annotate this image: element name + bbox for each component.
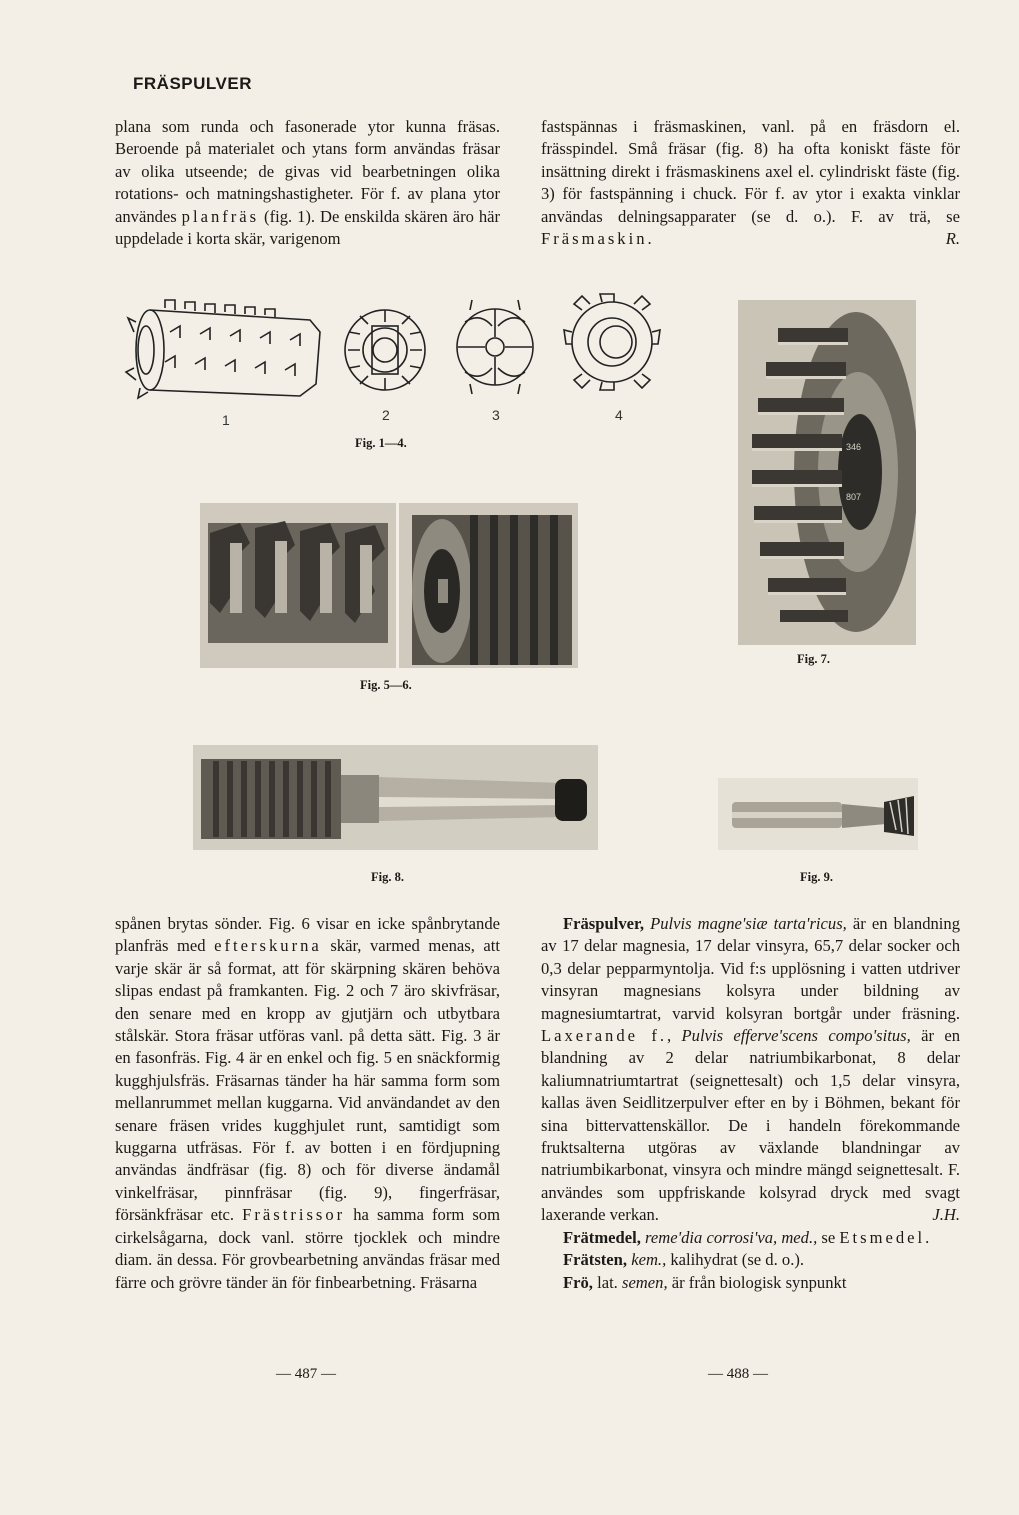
latin-name: semen, [621,1272,668,1292]
skivfras-drawing [345,310,425,390]
text-run: lat. [592,1272,622,1292]
latin-name: kem., [631,1250,667,1270]
fig1-4-drawing [120,292,680,442]
figure-7-photo [738,300,916,645]
caption-fig-1-4: Fig. 1—4. [355,436,407,450]
caption-fig-5-6: Fig. 5—6. [360,678,412,692]
fig-number-1: 1 [222,412,230,428]
text-run: är från biologisk synpunkt [667,1272,847,1292]
fig-number-2: 2 [382,407,390,423]
latin-name: reme'dia corrosi'va, med., [645,1227,818,1247]
spaced-term: Etsmedel [839,1227,926,1247]
latin-name: Pulvis efferve'scens compo'situs, [681,1026,911,1046]
text-run: fastspännas i fräsmaskinen, vanl. på en fräsdorn el. frässpindel. Små fräsar (fig. 8) ha ofta koniskt fäste för insättning direkt i fräsmaskinens axel el. cylindriskt fäste (fig. 3) för fastspänning i chuck. För f. av ytor i exakta vinklar användas delningsapparater (se d. o.). F. av trä, se [541,117,960,226]
spaced-term: Fräsmaskin [541,229,648,249]
entry-headword: Fräspulver, [563,914,644,933]
fig-number-4: 4 [615,407,623,423]
fig5-6-drawing [200,503,578,668]
spaced-term: planfräs [181,206,260,226]
text-run: se [817,1227,840,1247]
entry-fro [541,1272,960,1294]
entry-headword: Frö, [563,1272,593,1292]
figure-5-6-photo [200,503,578,668]
column-left-top [115,116,500,250]
column-left-bottom [115,913,500,1294]
fasonfras-drawing [457,300,533,394]
running-head: FRÄSPULVER [133,74,252,93]
text-run: . [925,1227,930,1247]
latin-name: Pulvis magne'siæ tarta'ricus, [650,914,847,933]
fig-number-3: 3 [492,407,500,423]
caption-fig-7: Fig. 7. [797,652,830,666]
stamp-label: 346 [846,442,862,452]
entry-fraspulver [541,913,960,1227]
text-run: kalihydrat (se d. o.). [666,1250,805,1270]
fig9-drawing [718,778,918,850]
figure-8-photo [193,745,598,850]
text-run: är en blandning av 17 delar magnesia, 17 delar vinsyra, 65,7 delar socker och 0,3 delar pepparmyntolja. Vid f:s upplösning i vatten utdriver vinsyran magnesians kolsyra under bildning av magnesiumtartrat, varvid kolsyran bortgår under fräsning. [541,914,960,1023]
spaced-term: efterskurna [214,936,322,956]
paragraph [541,116,960,250]
entry-fratmedel [541,1227,960,1249]
stamp-label: 807 [846,492,862,502]
paragraph [115,116,500,250]
text-run: skär, varmed menas, att varje skär är så format, att för skärpning skären behöva slipas endast på framkanten. Fig. 2 och 7 äro skivfräsar, den senare med en kropp av gjutjärn och utbytbara stålskär. Stora fräsar utföras vanl. på detta sätt. Fig. 3 är en fasonfräs. Fig. 4 är en enkel och fig. 5 en snäckformig kugghjulsfräs. Fräsarnas tänder ha här samma form som mellanrummet mellan kuggarna. Vid användandet av den senare fräsen vrides kugghjulet runt, samtidigt som kuggarna utfräsas. För f. av botten i en fördjupning användas ändfräsar (fig. 8) och för diverse ändamål vinkelfräsar, pinnfräsar (fig. 9), fingerfräsar, försänkfräsar etc. [115,936,500,1225]
text-run: ha samma form som cirkelsågarna, dock vanl. större tjocklek och mindre diam. än dessa. För grovbearbetning användas fräsar med färre och grövre tänder än för finbearbetning. Fräsarna [115,1205,500,1292]
folio-right: — 488 — [708,1366,768,1382]
entry-headword: Frätsten, [563,1250,628,1270]
text-run: (fig. 1). De enskilda skären äro här uppdelade i korta skär, varigenom [115,206,501,249]
text-run: är en blandning av 2 delar natriumbikarbonat, 8 delar kaliumnatriumtartrat (seignettesalt) och 1,5 delar vinsyra, kallas även Seidlitzerpulver efter en by i Böhmen, bekant för sina bittervattenskällor. De i handeln förekommande fruktsalterna utgöras av växlande blandningar av natriumbikarbonat, vinsyra och mindre mängd seignettesalt. F. användes som uppfriskande kolsyrad dryck med svagt laxerande verkan. [541,1026,960,1225]
caption-fig-8: Fig. 8. [371,870,404,884]
folio-left: — 487 — [276,1366,336,1382]
author-signature: J.H. [932,1205,960,1225]
spaced-term: Frästrissor [242,1205,346,1225]
paragraph [115,913,500,1294]
column-right-top [541,116,960,250]
text-run: plana som runda och fasonerade ytor kunna fräsas. Beroende på materialet och ytans form användas fräsar av olika utseende; de givas vid bearbetningen olika rotations- och matningshastigheter. För f. av plana ytor användes [115,117,500,226]
text-run: spånen brytas sönder. Fig. 6 visar en icke spånbrytande planfräs med [115,914,500,956]
text-run: , [667,1026,682,1046]
author-signature: R. [945,229,960,249]
text-run: . [647,229,652,249]
caption-fig-9: Fig. 9. [800,870,833,884]
entry-headword: Frätmedel, [563,1227,641,1247]
fig7-drawing [738,300,916,645]
spaced-term: Laxerande f. [541,1026,668,1046]
figure-1-4 [120,292,680,442]
kugghjulsfras-drawing [564,294,660,390]
column-right-bottom [541,913,960,1294]
fig8-drawing [193,745,598,850]
entry-fratsten [541,1249,960,1271]
figure-9-photo [718,778,918,850]
planfras-drawing [126,300,320,398]
